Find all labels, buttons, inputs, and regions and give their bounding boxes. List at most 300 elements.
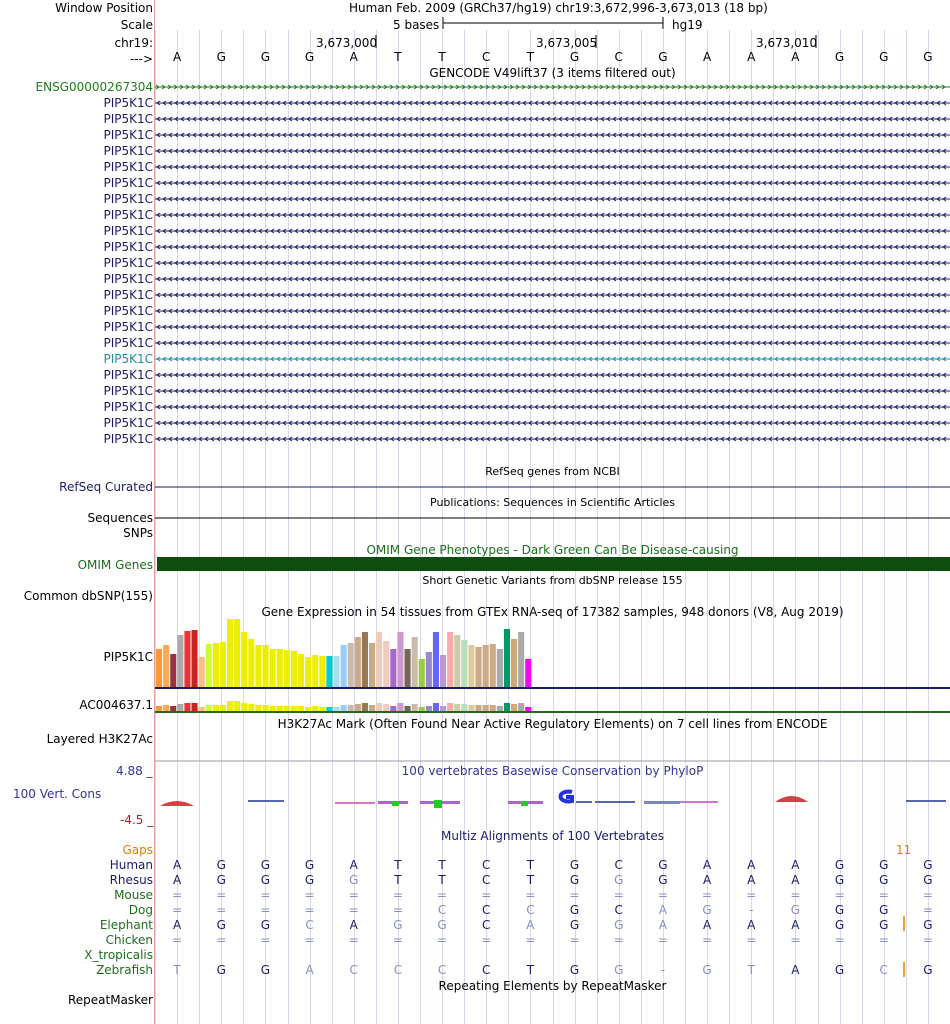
- gtex-bar-ac004637: [206, 705, 212, 711]
- gtex-bar-ac004637: [454, 704, 460, 711]
- scale-label: Scale: [120, 18, 153, 32]
- refseq-label[interactable]: RefSeq Curated: [59, 480, 153, 494]
- alignment-base: A: [791, 918, 800, 932]
- alignment-base: =: [702, 888, 713, 902]
- alignment-base: A: [702, 918, 712, 932]
- alignment-base: C: [482, 918, 491, 932]
- alignment-base: =: [304, 903, 315, 917]
- conservation-max: 4.88 _: [116, 764, 153, 778]
- gtex-bar-pip5k1c: [184, 631, 190, 687]
- conservation-peak: [160, 801, 194, 806]
- sequences-label[interactable]: Sequences: [87, 511, 153, 525]
- alignment-base: G: [569, 918, 580, 932]
- repeatmasker-title[interactable]: Repeating Elements by RepeatMasker: [438, 979, 667, 993]
- alignment-base: G: [834, 873, 845, 887]
- gtex-bar-ac004637: [525, 707, 531, 711]
- base-letter: G: [304, 50, 315, 64]
- alignment-base: A: [172, 873, 182, 887]
- gtex-bar-ac004637: [433, 703, 439, 711]
- alignment-base: C: [482, 873, 491, 887]
- gencode-item-pip5k1c[interactable]: PIP5K1C: [103, 128, 153, 142]
- gtex-bar-pip5k1c: [497, 649, 503, 687]
- gtex-bar-ac004637: [255, 705, 261, 711]
- gtex-bar-pip5k1c: [291, 651, 297, 687]
- alignment-base: =: [481, 933, 492, 947]
- gencode-item-pip5k1c[interactable]: PIP5K1C: [103, 256, 153, 270]
- gtex-bar-ac004637: [227, 701, 233, 711]
- alignment-base: =: [260, 903, 271, 917]
- gencode-item-pip5k1c[interactable]: PIP5K1C: [103, 368, 153, 382]
- gaps-label: Gaps: [122, 843, 153, 857]
- alignment-base: G: [260, 918, 271, 932]
- alignment-base: C: [482, 963, 491, 977]
- gtex-bar-pip5k1c: [234, 619, 240, 687]
- gtex-label-pip5k1c[interactable]: PIP5K1C: [103, 650, 153, 664]
- omim-title[interactable]: OMIM Gene Phenotypes - Dark Green Can Be Disease-causing: [366, 543, 739, 557]
- alignment-base: =: [481, 888, 492, 902]
- alignment-base: =: [216, 888, 227, 902]
- alignment-base: T: [394, 873, 402, 887]
- alignment-base: T: [438, 873, 446, 887]
- multiz-title[interactable]: Multiz Alignments of 100 Vertebrates: [440, 829, 665, 843]
- alignment-base: G: [834, 858, 845, 872]
- alignment-base: T: [438, 858, 446, 872]
- alignment-base: =: [878, 888, 889, 902]
- gtex-bar-pip5k1c: [461, 640, 467, 687]
- conservation-mark: [644, 801, 680, 804]
- gtex-bar-pip5k1c: [177, 635, 183, 687]
- gencode-item-pip5k1c[interactable]: PIP5K1C: [103, 96, 153, 110]
- gtex-bar-pip5k1c: [476, 647, 482, 687]
- gtex-title[interactable]: Gene Expression in 54 tissues from GTEx RNA-seq of 17382 samples, 948 donors (V8, Aug 2019): [261, 605, 844, 619]
- conservation-mark: [434, 800, 442, 808]
- gtex-bar-ac004637: [184, 703, 190, 711]
- alignment-base: =: [172, 888, 183, 902]
- conservation-title[interactable]: 100 vertebrates Basewise Conservation by PhyloP: [401, 764, 704, 778]
- alignment-base: G: [260, 858, 271, 872]
- alignment-base: =: [304, 888, 315, 902]
- gencode-item-pip5k1c[interactable]: PIP5K1C: [103, 288, 153, 302]
- alignment-base: =: [657, 933, 668, 947]
- gtex-bar-pip5k1c: [483, 645, 489, 687]
- gtex-bar-pip5k1c: [220, 642, 226, 687]
- gtex-bar-pip5k1c: [383, 641, 389, 687]
- alignment-base: A: [349, 918, 358, 932]
- gtex-bar-pip5k1c: [433, 632, 439, 687]
- gtex-bar-ac004637: [334, 707, 340, 711]
- window-position-text: Human Feb. 2009 (GRCh37/hg19) chr19:3,672,996-3,673,013 (18 bp): [349, 1, 768, 15]
- gtex-bar-pip5k1c: [312, 655, 318, 687]
- gtex-bar-pip5k1c: [454, 635, 460, 687]
- conservation-min: -4.5 _: [120, 813, 154, 827]
- alignment-base: =: [657, 888, 668, 902]
- alignment-base: G: [614, 963, 624, 977]
- alignment-base: G: [879, 873, 889, 887]
- alignment-base: =: [437, 933, 448, 947]
- gtex-bar-pip5k1c: [341, 645, 347, 687]
- alignment-base: C: [437, 963, 447, 977]
- species-label[interactable]: Rhesus: [109, 873, 153, 887]
- alignment-base: A: [791, 873, 800, 887]
- dbsnp-label[interactable]: Common dbSNP(155): [23, 589, 153, 603]
- alignment-base: =: [348, 903, 359, 917]
- species-label[interactable]: Zebrafish: [96, 963, 153, 977]
- pubs-title[interactable]: Publications: Sequences in Scientific Articles: [430, 496, 675, 509]
- gtex-bar-ac004637: [376, 703, 382, 711]
- alignment-base: G: [614, 918, 624, 932]
- gtex-bar-ac004637: [213, 705, 219, 711]
- gencode-item-pip5k1c[interactable]: PIP5K1C: [103, 352, 153, 366]
- alignment-base: A: [526, 918, 535, 932]
- gtex-bar-pip5k1c: [206, 644, 212, 687]
- alignment-base: G: [658, 873, 668, 887]
- gencode-item-pip5k1c[interactable]: PIP5K1C: [103, 112, 153, 126]
- gtex-bar-ac004637: [419, 707, 425, 711]
- gtex-bar-ac004637: [483, 705, 489, 711]
- species-label[interactable]: Human: [109, 858, 153, 872]
- gtex-bar-pip5k1c: [511, 639, 517, 687]
- alignment-base: C: [349, 963, 358, 977]
- gtex-bar-pip5k1c: [348, 643, 354, 687]
- gtex-bar-pip5k1c: [298, 654, 304, 687]
- gtex-bar-pip5k1c: [362, 632, 368, 687]
- gtex-bar-ac004637: [405, 706, 411, 711]
- gtex-bar-pip5k1c: [390, 649, 396, 687]
- gtex-bar-pip5k1c: [319, 656, 325, 687]
- alignment-base: =: [922, 903, 933, 917]
- gencode-item-pip5k1c[interactable]: PIP5K1C: [103, 336, 153, 350]
- gtex-bar-pip5k1c: [490, 644, 496, 687]
- alignment-base: G: [216, 873, 226, 887]
- gtex-bar-pip5k1c: [397, 632, 403, 687]
- gtex-bar-ac004637: [412, 704, 418, 711]
- alignment-base: G: [834, 918, 845, 932]
- conservation-mark: [680, 801, 718, 803]
- alignment-base: G: [923, 963, 933, 977]
- gtex-bar-pip5k1c: [163, 645, 169, 687]
- gtex-bar-pip5k1c: [170, 654, 176, 687]
- alignment-base: -: [660, 963, 666, 977]
- gtex-bar-ac004637: [241, 703, 247, 711]
- base-letter: T: [438, 50, 446, 64]
- base-letter: G: [216, 50, 226, 64]
- gtex-bar-pip5k1c: [263, 645, 269, 687]
- alignment-base: =: [922, 888, 933, 902]
- gtex-bar-ac004637: [270, 706, 276, 711]
- base-letter: T: [394, 50, 402, 64]
- gtex-bar-ac004637: [390, 706, 396, 711]
- species-label[interactable]: Chicken: [105, 933, 153, 947]
- alignment-base: G: [658, 858, 668, 872]
- alignment-base: A: [702, 873, 712, 887]
- alignment-base: =: [525, 933, 536, 947]
- base-letter: T: [526, 50, 535, 64]
- gtex-bar-ac004637: [199, 707, 205, 711]
- gtex-bar-ac004637: [163, 705, 169, 711]
- species-label[interactable]: Dog: [128, 903, 153, 917]
- alignment-base: =: [304, 933, 315, 947]
- alignment-base: G: [790, 903, 801, 917]
- alignment-base: A: [791, 963, 800, 977]
- assembly-text: hg19: [672, 18, 703, 32]
- gtex-bar-ac004637: [355, 704, 361, 711]
- gtex-bar-pip5k1c: [156, 649, 162, 687]
- gencode-item-pip5k1c[interactable]: PIP5K1C: [103, 416, 153, 430]
- alignment-base: =: [790, 933, 801, 947]
- alignment-base: =: [569, 933, 580, 947]
- gaps-value: 11: [896, 843, 912, 857]
- refseq-title[interactable]: RefSeq genes from NCBI: [485, 465, 620, 478]
- alignment-base: T: [394, 858, 402, 872]
- gtex-bar-ac004637: [497, 706, 503, 711]
- alignment-base: =: [613, 888, 624, 902]
- gencode-item-ensg[interactable]: ENSG00000267304: [35, 80, 153, 94]
- base-letter: A: [702, 50, 712, 64]
- alignment-base: =: [260, 933, 271, 947]
- alignment-base: -: [749, 903, 754, 917]
- gtex-bar-ac004637: [426, 706, 432, 711]
- alignment-base: =: [216, 903, 227, 917]
- gtex-bar-ac004637: [476, 705, 482, 711]
- base-letter: C: [482, 50, 491, 64]
- base-letter: A: [349, 50, 358, 64]
- gtex-bar-ac004637: [511, 704, 517, 711]
- gtex-bar-ac004637: [504, 703, 510, 711]
- tick-label-1: 3,673,000: [316, 36, 378, 50]
- alignment-base: =: [172, 903, 183, 917]
- alignment-base: =: [260, 888, 271, 902]
- base-letter: C: [614, 50, 623, 64]
- gtex-bar-ac004637: [298, 706, 304, 711]
- alignment-base: G: [614, 873, 624, 887]
- alignment-base: =: [348, 888, 359, 902]
- dbsnp-title[interactable]: Short Genetic Variants from dbSNP release 155: [422, 574, 683, 587]
- alignment-base: A: [702, 858, 712, 872]
- conservation-mark: [595, 801, 635, 803]
- gtex-bar-pip5k1c: [241, 632, 247, 687]
- alignment-base: G: [569, 858, 580, 872]
- strand-arrow-label: --->: [129, 52, 153, 66]
- alignment-base: A: [172, 918, 182, 932]
- base-letter: A: [172, 50, 182, 64]
- gtex-bar-pip5k1c: [227, 619, 233, 687]
- gtex-bar-pip5k1c: [518, 632, 524, 687]
- gencode-item-pip5k1c[interactable]: PIP5K1C: [103, 400, 153, 414]
- alignment-base: =: [613, 933, 624, 947]
- gencode-item-pip5k1c[interactable]: PIP5K1C: [103, 192, 153, 206]
- alignment-base: G: [437, 918, 447, 932]
- alignment-base: =: [172, 933, 183, 947]
- gencode-item-pip5k1c[interactable]: PIP5K1C: [103, 304, 153, 318]
- gencode-item-pip5k1c[interactable]: PIP5K1C: [103, 176, 153, 190]
- base-letter: G: [569, 50, 580, 64]
- conservation-mark: [906, 800, 946, 802]
- alignment-base: G: [569, 963, 580, 977]
- alignment-base: G: [260, 873, 271, 887]
- gencode-item-pip5k1c[interactable]: PIP5K1C: [103, 432, 153, 446]
- gtex-bar-pip5k1c: [213, 643, 219, 687]
- snps-label[interactable]: SNPs: [123, 526, 153, 540]
- species-label[interactable]: Mouse: [114, 888, 153, 902]
- gtex-bar-ac004637: [518, 703, 524, 711]
- alignment-base: G: [879, 903, 889, 917]
- gtex-bar-pip5k1c: [525, 659, 531, 687]
- gtex-bar-ac004637: [362, 703, 368, 711]
- gtex-bar-pip5k1c: [440, 655, 446, 687]
- alignment-base: G: [923, 873, 933, 887]
- gtex-bar-ac004637: [248, 704, 254, 711]
- gtex-bar-pip5k1c: [412, 637, 418, 687]
- alignment-base: =: [392, 888, 403, 902]
- gtex-bar-ac004637: [284, 706, 290, 711]
- gtex-bar-ac004637: [461, 704, 467, 711]
- alignment-base: T: [526, 858, 535, 872]
- alignment-base: A: [747, 873, 756, 887]
- alignment-base: C: [305, 918, 314, 932]
- gencode-item-pip5k1c[interactable]: PIP5K1C: [103, 384, 153, 398]
- alignment-base: T: [526, 963, 535, 977]
- alignment-base: =: [834, 888, 845, 902]
- species-label[interactable]: X_tropicalis: [84, 948, 153, 962]
- scale-text: 5 bases: [393, 18, 440, 32]
- gtex-bar-ac004637: [170, 706, 176, 711]
- alignment-base: =: [834, 933, 845, 947]
- alignment-base: T: [173, 963, 181, 977]
- gtex-bar-pip5k1c: [426, 652, 432, 687]
- gtex-bar-pip5k1c: [270, 649, 276, 687]
- gtex-bar-ac004637: [220, 705, 226, 711]
- alignment-base: C: [437, 903, 447, 917]
- conservation-mark: [335, 802, 375, 804]
- alignment-base: A: [658, 903, 668, 917]
- alignment-base: A: [172, 858, 182, 872]
- gtex-bar-ac004637: [234, 701, 240, 711]
- alignment-base: G: [834, 903, 845, 917]
- gtex-bar-pip5k1c: [192, 630, 198, 687]
- alignment-base: G: [879, 858, 889, 872]
- gtex-bar-pip5k1c: [504, 629, 510, 687]
- gtex-bar-pip5k1c: [248, 639, 254, 687]
- alignment-base: =: [392, 933, 403, 947]
- gtex-bar-pip5k1c: [255, 645, 261, 687]
- alignment-base: C: [393, 963, 403, 977]
- alignment-base: G: [702, 963, 712, 977]
- alignment-base: C: [482, 903, 491, 917]
- gtex-bar-ac004637: [341, 705, 347, 711]
- gencode-item-pip5k1c[interactable]: PIP5K1C: [103, 272, 153, 286]
- base-letter: G: [879, 50, 889, 64]
- alignment-base: =: [437, 888, 448, 902]
- alignment-base: =: [216, 933, 227, 947]
- alignment-base: G: [304, 873, 315, 887]
- gtex-bar-pip5k1c: [355, 637, 361, 687]
- gencode-item-pip5k1c[interactable]: PIP5K1C: [103, 160, 153, 174]
- gencode-title[interactable]: GENCODE V49lift37 (3 items filtered out): [429, 66, 676, 80]
- alignment-base: =: [922, 933, 933, 947]
- gtex-bar-pip5k1c: [419, 659, 425, 687]
- gencode-item-pip5k1c[interactable]: PIP5K1C: [103, 240, 153, 254]
- alignment-base: G: [702, 903, 712, 917]
- gtex-bar-pip5k1c: [334, 656, 340, 687]
- alignment-base: G: [393, 918, 403, 932]
- gtex-bar-ac004637: [319, 707, 325, 711]
- gencode-item-pip5k1c[interactable]: PIP5K1C: [103, 224, 153, 238]
- gtex-bar-ac004637: [447, 703, 453, 711]
- conservation-peak: [775, 796, 808, 802]
- base-letter: A: [747, 50, 756, 64]
- alignment-base: G: [569, 903, 580, 917]
- gtex-bar-pip5k1c: [305, 657, 311, 687]
- gtex-bar-ac004637: [177, 704, 183, 711]
- alignment-base: G: [216, 963, 226, 977]
- window-position-label: Window Position: [55, 1, 153, 15]
- alignment-base: G: [260, 963, 271, 977]
- alignment-base: A: [305, 963, 314, 977]
- alignment-base: A: [747, 918, 756, 932]
- alignment-base: =: [702, 933, 713, 947]
- species-label[interactable]: Elephant: [99, 918, 153, 932]
- gtex-bar-pip5k1c: [326, 656, 332, 687]
- base-letter: G: [658, 50, 668, 64]
- gtex-label-ac004637[interactable]: AC004637.1: [79, 698, 153, 712]
- gtex-bar-ac004637: [348, 705, 354, 711]
- gtex-bar-ac004637: [383, 704, 389, 711]
- gtex-bar-ac004637: [490, 705, 496, 711]
- conservation-mark: [248, 800, 284, 802]
- tick-label-2: 3,673,005: [536, 36, 598, 50]
- chrom-label: chr19:: [114, 36, 153, 50]
- alignment-base: =: [348, 933, 359, 947]
- gtex-bar-ac004637: [468, 705, 474, 711]
- base-letter: A: [791, 50, 800, 64]
- conservation-mark: [521, 801, 528, 806]
- gencode-item-pip5k1c[interactable]: PIP5K1C: [103, 144, 153, 158]
- gtex-bar-ac004637: [291, 706, 297, 711]
- gtex-bar-ac004637: [326, 707, 332, 711]
- alignment-base: A: [349, 858, 358, 872]
- gtex-bar-pip5k1c: [199, 657, 205, 687]
- alignment-base: G: [923, 918, 933, 932]
- omim-label[interactable]: OMIM Genes: [77, 558, 153, 572]
- alignment-base: A: [791, 858, 800, 872]
- alignment-base: C: [526, 903, 535, 917]
- gtex-bar-pip5k1c: [369, 643, 375, 687]
- alignment-base: =: [790, 888, 801, 902]
- gtex-bar-pip5k1c: [468, 645, 474, 687]
- gtex-bar-pip5k1c: [447, 632, 453, 687]
- gtex-bar-ac004637: [397, 703, 403, 711]
- alignment-base: A: [747, 858, 756, 872]
- h3k27ac-label[interactable]: Layered H3K27Ac: [46, 732, 153, 746]
- alignment-base: =: [878, 933, 889, 947]
- alignment-base: C: [879, 963, 888, 977]
- tick-label-3: 3,673,010: [756, 36, 818, 50]
- h3k27ac-title[interactable]: H3K27Ac Mark (Often Found Near Active Regulatory Elements) on 7 cell lines from ENCODE: [277, 717, 828, 731]
- conservation-mark: [392, 801, 399, 806]
- alignment-base: T: [526, 873, 535, 887]
- alignment-base: =: [746, 933, 757, 947]
- gtex-bar-ac004637: [369, 705, 375, 711]
- conservation-mark: [576, 801, 592, 803]
- gencode-item-pip5k1c[interactable]: PIP5K1C: [103, 320, 153, 334]
- alignment-base: =: [392, 903, 403, 917]
- alignment-base: C: [482, 858, 491, 872]
- repeatmasker-label[interactable]: RepeatMasker: [67, 993, 153, 1007]
- conservation-label[interactable]: 100 Vert. Cons: [13, 787, 102, 801]
- gtex-bar-ac004637: [305, 707, 311, 711]
- alignment-base: =: [569, 888, 580, 902]
- gencode-item-pip5k1c[interactable]: PIP5K1C: [103, 208, 153, 222]
